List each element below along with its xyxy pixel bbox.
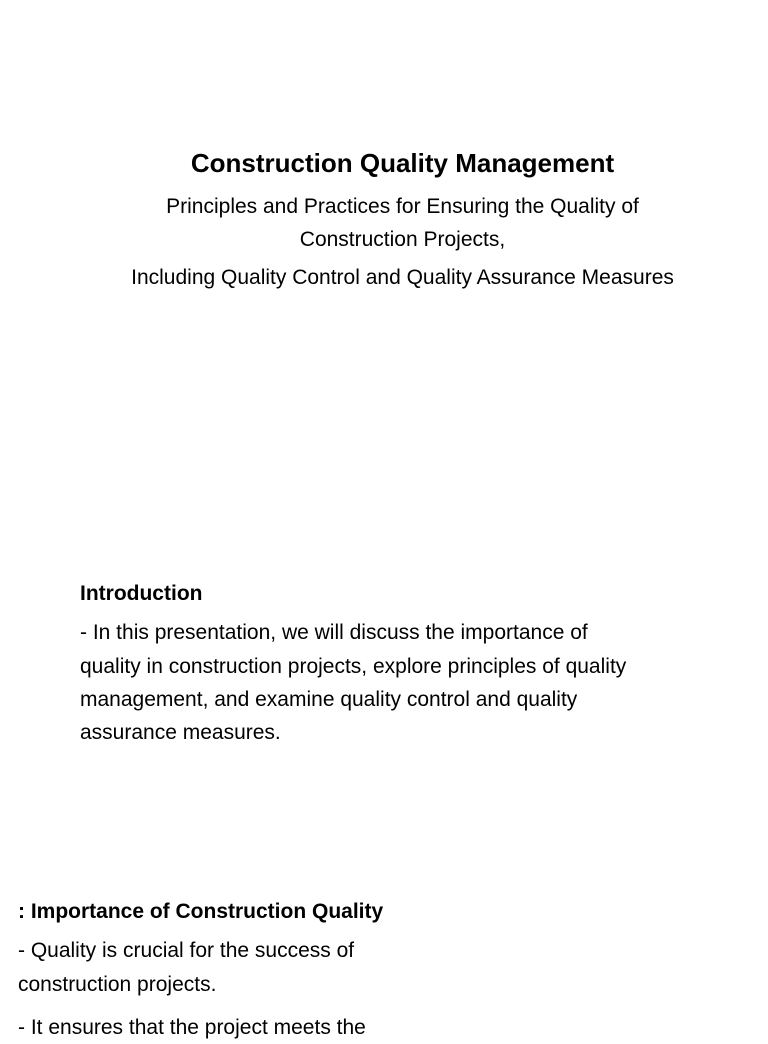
subtitle-line: Principles and Practices for Ensuring the Quality of: [166, 195, 639, 219]
subtitle-line: Construction Projects,: [299, 227, 506, 251]
document-title: Construction Quality Management: [190, 148, 615, 178]
introduction-heading: Introduction: [80, 582, 203, 605]
paragraph-line: - In this presentation, we will discuss the importance of: [80, 621, 588, 645]
introduction-section: [80, 580, 720, 749]
importance-heading: : Importance of Construction Quality: [18, 900, 384, 923]
paragraph-line: - Quality is crucial for the success of: [18, 939, 355, 963]
importance-section: [18, 898, 758, 1044]
subtitle-line: Including Quality Control and Quality Assurance Measures: [131, 266, 674, 290]
document-subtitle: [40, 191, 765, 295]
importance-bullet: [18, 934, 758, 1000]
paragraph-line: construction projects.: [18, 972, 217, 996]
introduction-body: [80, 616, 720, 749]
paragraph-line: - It ensures that the project meets the: [18, 1015, 366, 1039]
title-slide: [40, 148, 765, 295]
importance-bullet: [18, 1011, 758, 1044]
paragraph-line: management, and examine quality control and quality: [80, 687, 578, 711]
paragraph-line: assurance measures.: [80, 720, 281, 744]
paragraph-line: quality in construction projects, explore principles of quality: [80, 654, 627, 678]
